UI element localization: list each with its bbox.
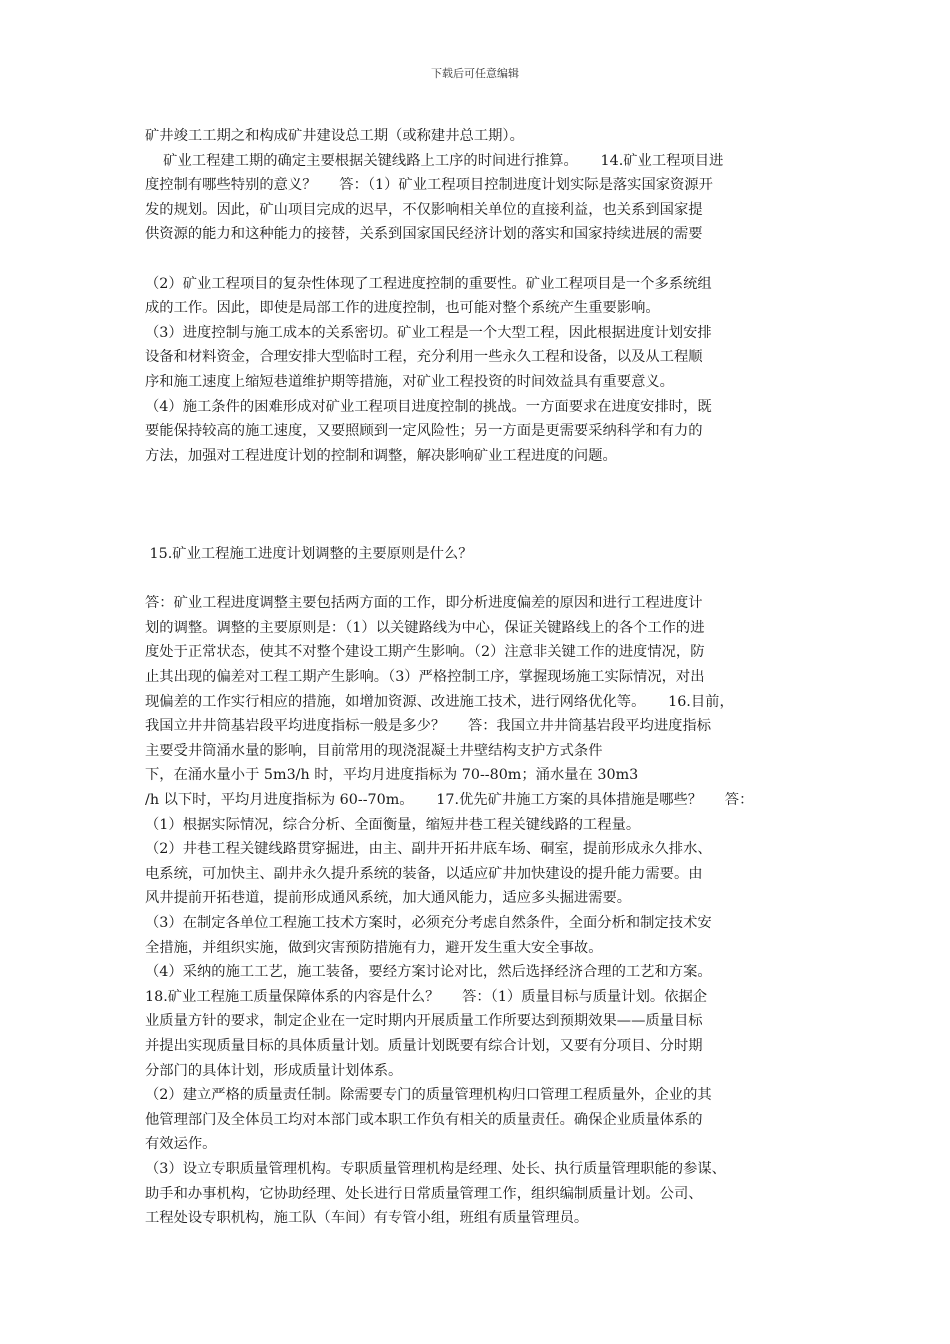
text-line: （1）根据实际情况，综合分析、全面衡量，缩短井巷工程关键线路的工程量。 bbox=[145, 816, 641, 833]
text-line: （3）设立专职质量管理机构。专职质量管理机构是经理、处长、执行质量管理职能的参谋、 bbox=[145, 1160, 726, 1177]
text-line: 电系统，可加快主、副井永久提升系统的装备，以适应矿井加快建设的提升能力需要。由 bbox=[145, 865, 703, 882]
text-line: 设备和材料资金，合理安排大型临时工程，充分利用一些永久工程和设备，以及从工程顺 bbox=[145, 349, 703, 366]
page-header: 下载后可任意编辑 bbox=[431, 67, 519, 80]
text-line: 矿业工程建工期的确定主要根据关键线路上工序的时间进行推算。 14.矿业工程项目进 bbox=[145, 152, 724, 169]
document-body bbox=[145, 124, 815, 1231]
text-line: /h 以下时，平均月进度指标为 60--70m。 17.优先矿井施工方案的具体措施是哪些？ 答： bbox=[145, 792, 754, 809]
text-line: 风井提前开拓巷道，提前形成通风系统，加大通风能力，适应多头掘进需要。 bbox=[145, 890, 632, 907]
text-line: 全措施，并组织实施，做到灾害预防措施有力，避开发生重大安全事故。 bbox=[145, 939, 603, 956]
text-line: （2）建立严格的质量责任制。除需要专门的质量管理机构归口管理工程质量外，企业的其 bbox=[145, 1087, 712, 1104]
text-line: （4）采纳的施工工艺，施工装备，要经方案讨论对比，然后选择经济合理的工艺和方案。 bbox=[145, 964, 712, 981]
text-line: 并提出实现质量目标的具体质量计划。质量计划既要有综合计划，又要有分项目、分时期 bbox=[145, 1037, 703, 1054]
text-line: 有效运作。 bbox=[145, 1136, 217, 1153]
text-line: 方法，加强对工程进度计划的控制和调整，解决影响矿业工程进度的问题。 bbox=[145, 447, 617, 464]
text-line: （4）施工条件的困难形成对矿业工程项目进度控制的挑战。一方面要求在进度安排时，既 bbox=[145, 398, 712, 415]
text-line: 成的工作。因此，即使是局部工作的进度控制，也可能对整个系统产生重要影响。 bbox=[145, 300, 660, 317]
text-line: （2）井巷工程关键线路贯穿掘进，由主、副井开拓井底车场、硐室，提前形成永久排水、 bbox=[145, 841, 712, 858]
text-line: （3）在制定各单位工程施工技术方案时，必须充分考虑自然条件，全面分析和制定技术安 bbox=[145, 915, 712, 931]
text-line: 度控制有哪些特别的意义？ 答：（1）矿业工程项目控制进度计划实际是落实国家资源开 bbox=[145, 177, 713, 194]
text-line: 助手和办事机构，它协助经理、处长进行日常质量管理工作，组织编制质量计划。公司、 bbox=[145, 1185, 703, 1202]
text-line: （3）进度控制与施工成本的关系密切。矿业工程是一个大型工程，因此根据进度计划安排 bbox=[145, 324, 712, 341]
text-line: 业质量方针的要求，制定企业在一定时期内开展质量工作所要达到预期效果——质量目标 bbox=[145, 1013, 703, 1030]
text-line: 答：矿业工程进度调整主要包括两方面的工作，即分析进度偏差的原因和进行工程进度计 bbox=[145, 595, 703, 612]
text-line: 他管理部门及全体员工均对本部门或本职工作负有相关的质量责任。确保企业质量体系的 bbox=[145, 1111, 703, 1128]
text-line: 分部门的具体计划，形成质量计划体系。 bbox=[145, 1062, 403, 1079]
text-line: 矿井竣工工期之和构成矿井建设总工期（或称建井总工期）。 bbox=[145, 128, 524, 144]
text-line: 18.矿业工程施工质量保障体系的内容是什么？ 答：（1）质量目标与质量计划。依据企 bbox=[145, 988, 708, 1005]
text-line: 主要受井筒涌水量的影响，目前常用的现浇混凝土井壁结构支护方式条件 bbox=[145, 742, 603, 759]
text-line: 发的规划。因此，矿山项目完成的迟早，不仅影响相关单位的直接利益，也关系到国家提 bbox=[145, 201, 703, 218]
text-line: 现偏差的工作实行相应的措施，如增加资源、改进施工技术，进行网络优化等。 16.目前， bbox=[145, 693, 734, 710]
text-line: 划的调整。调整的主要原则是：（1）以关键路线为中心，保证关键路线上的各个工作的进 bbox=[145, 619, 705, 636]
text-line: 要能保持较高的施工速度，又要照顾到一定风险性；另一方面是更需要采纳科学和有力的 bbox=[145, 423, 703, 440]
text-line: 止其出现的偏差对工程工期产生影响。（3）严格控制工序，掌握现场施工实际情况，对出 bbox=[145, 669, 705, 686]
text-line: （2）矿业工程项目的复杂性体现了工程进度控制的重要性。矿业工程项目是一个多系统组 bbox=[145, 275, 712, 292]
text-line: 下，在涌水量小于 5m3/h 时，平均月进度指标为 70--80m；涌水量在 30m3 bbox=[145, 767, 639, 784]
text-line: 我国立井井筒基岩段平均进度指标一般是多少？ 答：我国立井井筒基岩段平均进度指标 bbox=[145, 718, 711, 735]
text-line: 供资源的能力和这种能力的接替，关系到国家国民经济计划的落实和国家持续进展的需要 bbox=[145, 226, 703, 243]
text-line: 度处于正常状态，使其不对整个建设工期产生影响。（2）注意非关键工作的进度情况，防 bbox=[145, 644, 705, 661]
text-line: 工程处设专职机构，施工队（车间）有专管小组，班组有质量管理员。 bbox=[145, 1210, 589, 1227]
text-line: 序和施工速度上缩短巷道维护期等措施，对矿业工程投资的时间效益具有重要意义。 bbox=[145, 373, 674, 390]
question-heading: 15.矿业工程施工进度计划调整的主要原则是什么？ bbox=[145, 546, 473, 563]
